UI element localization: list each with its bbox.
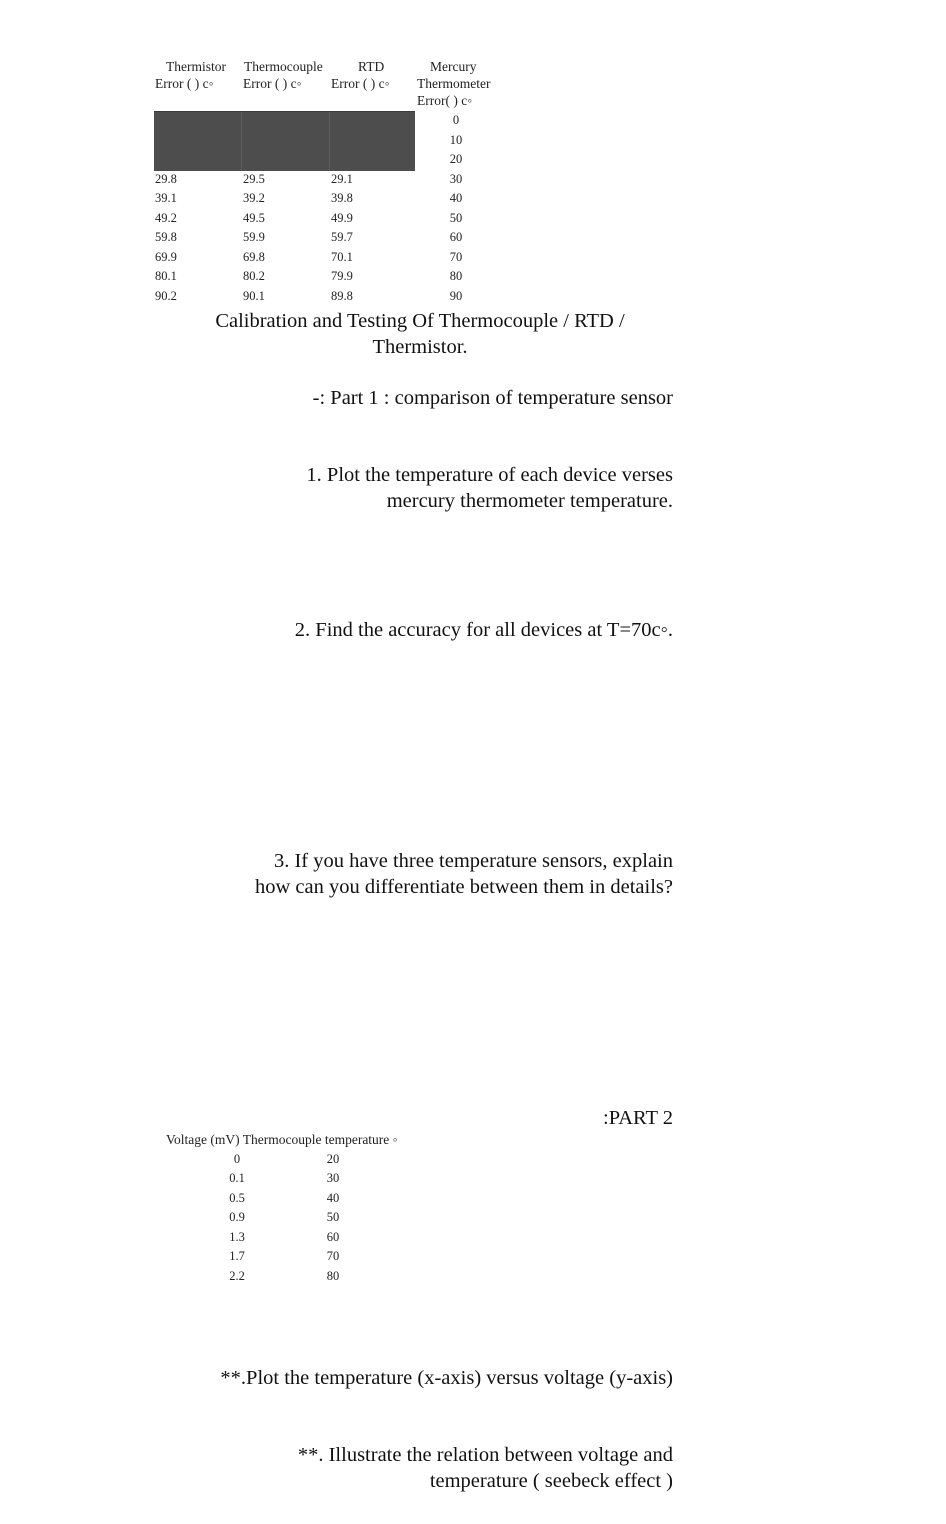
- rtd-value: 59.7: [331, 230, 353, 244]
- temperature-value: 30: [326, 1171, 340, 1185]
- rtd-value: 49.9: [331, 211, 353, 225]
- temperature-value: 40: [326, 1191, 340, 1205]
- temperature-value: 80: [326, 1269, 340, 1283]
- voltage-value: 0.9: [229, 1210, 245, 1224]
- thermocouple-value: 59.9: [243, 230, 265, 244]
- temperature-value: 60: [326, 1230, 340, 1244]
- question-3-line1: 3. If you have three temperature sensors, explain: [273, 850, 673, 872]
- thermistor-header-line1: Thermistor: [166, 59, 226, 74]
- thermocouple-value: 90.1: [243, 289, 265, 303]
- thermocouple-value: 80.2: [243, 269, 265, 283]
- thermistor-value: 90.2: [155, 289, 177, 303]
- temperature-value: 50: [326, 1210, 340, 1224]
- temperature-value: 20: [326, 1152, 340, 1166]
- mercury-value: 30: [449, 172, 463, 186]
- thermistor-header-line2: Error ( ) c◦: [155, 76, 214, 91]
- mercury-header-line2: Thermometer: [417, 76, 491, 91]
- mercury-value: 20: [449, 152, 463, 166]
- thermocouple-value: 49.5: [243, 211, 265, 225]
- question-2: 2. Find the accuracy for all devices at T=70c◦.: [294, 619, 673, 641]
- rtd-value: 70.1: [331, 250, 353, 264]
- thermistor-value: 69.9: [155, 250, 177, 264]
- thermocouple-header-line2: Error ( ) c◦: [243, 76, 302, 91]
- part1-heading: -: Part 1 : comparison of temperature sensor: [312, 387, 673, 409]
- temperature-value: 70: [326, 1249, 340, 1263]
- voltage-value: 2.2: [229, 1269, 245, 1283]
- voltage-value: 0.5: [229, 1191, 245, 1205]
- thermocouple-value: 39.2: [243, 191, 265, 205]
- thermistor-value: 59.8: [155, 230, 177, 244]
- thermistor-value: 80.1: [155, 269, 177, 283]
- thermistor-value: 39.1: [155, 191, 177, 205]
- voltage-value: 1.7: [229, 1249, 245, 1263]
- rtd-value: 39.8: [331, 191, 353, 205]
- voltage-value: 0.1: [229, 1171, 245, 1185]
- voltage-value: 1.3: [229, 1230, 245, 1244]
- thermistor-value: 29.8: [155, 172, 177, 186]
- task-2-line1: **. Illustrate the relation between voltage and: [297, 1444, 673, 1466]
- mercury-value: 90: [449, 289, 463, 303]
- mercury-header-line1: Mercury: [430, 59, 477, 74]
- mercury-value: 10: [449, 133, 463, 147]
- mercury-value: 80: [449, 269, 463, 283]
- thermocouple-header-line1: Thermocouple: [244, 59, 323, 74]
- table2-header: Voltage (mV) Thermocouple temperature ◦: [166, 1132, 398, 1147]
- mercury-value: 0: [452, 113, 460, 127]
- mercury-value: 70: [449, 250, 463, 264]
- rtd-header-line1: RTD: [358, 59, 385, 74]
- task-2-line2: temperature ( seebeck effect ): [429, 1470, 673, 1492]
- rtd-value: 89.8: [331, 289, 353, 303]
- thermistor-value: 49.2: [155, 211, 177, 225]
- question-3-line2: how can you differentiate between them in details?: [254, 876, 673, 898]
- question-1-line1: 1. Plot the temperature of each device verses: [306, 464, 673, 486]
- rtd-header-line2: Error ( ) c◦: [331, 76, 390, 91]
- voltage-value: 0: [233, 1152, 241, 1166]
- mercury-value: 60: [449, 230, 463, 244]
- thermocouple-value: 69.8: [243, 250, 265, 264]
- part2-heading: :PART 2: [603, 1107, 673, 1129]
- mercury-value: 40: [449, 191, 463, 205]
- rtd-value: 29.1: [331, 172, 353, 186]
- question-1-line2: mercury thermometer temperature.: [386, 490, 673, 512]
- page-title-line2: Thermistor.: [372, 336, 468, 358]
- mercury-header-line3: Error( ) c◦: [417, 93, 473, 108]
- mercury-value: 50: [449, 211, 463, 225]
- page-title-line1: Calibration and Testing Of Thermocouple / RTD /: [215, 310, 625, 332]
- task-1: **.Plot the temperature (x-axis) versus voltage (y-axis): [220, 1367, 673, 1389]
- rtd-value: 79.9: [331, 269, 353, 283]
- shaded-empty-cells: [154, 111, 415, 171]
- thermocouple-value: 29.5: [243, 172, 265, 186]
